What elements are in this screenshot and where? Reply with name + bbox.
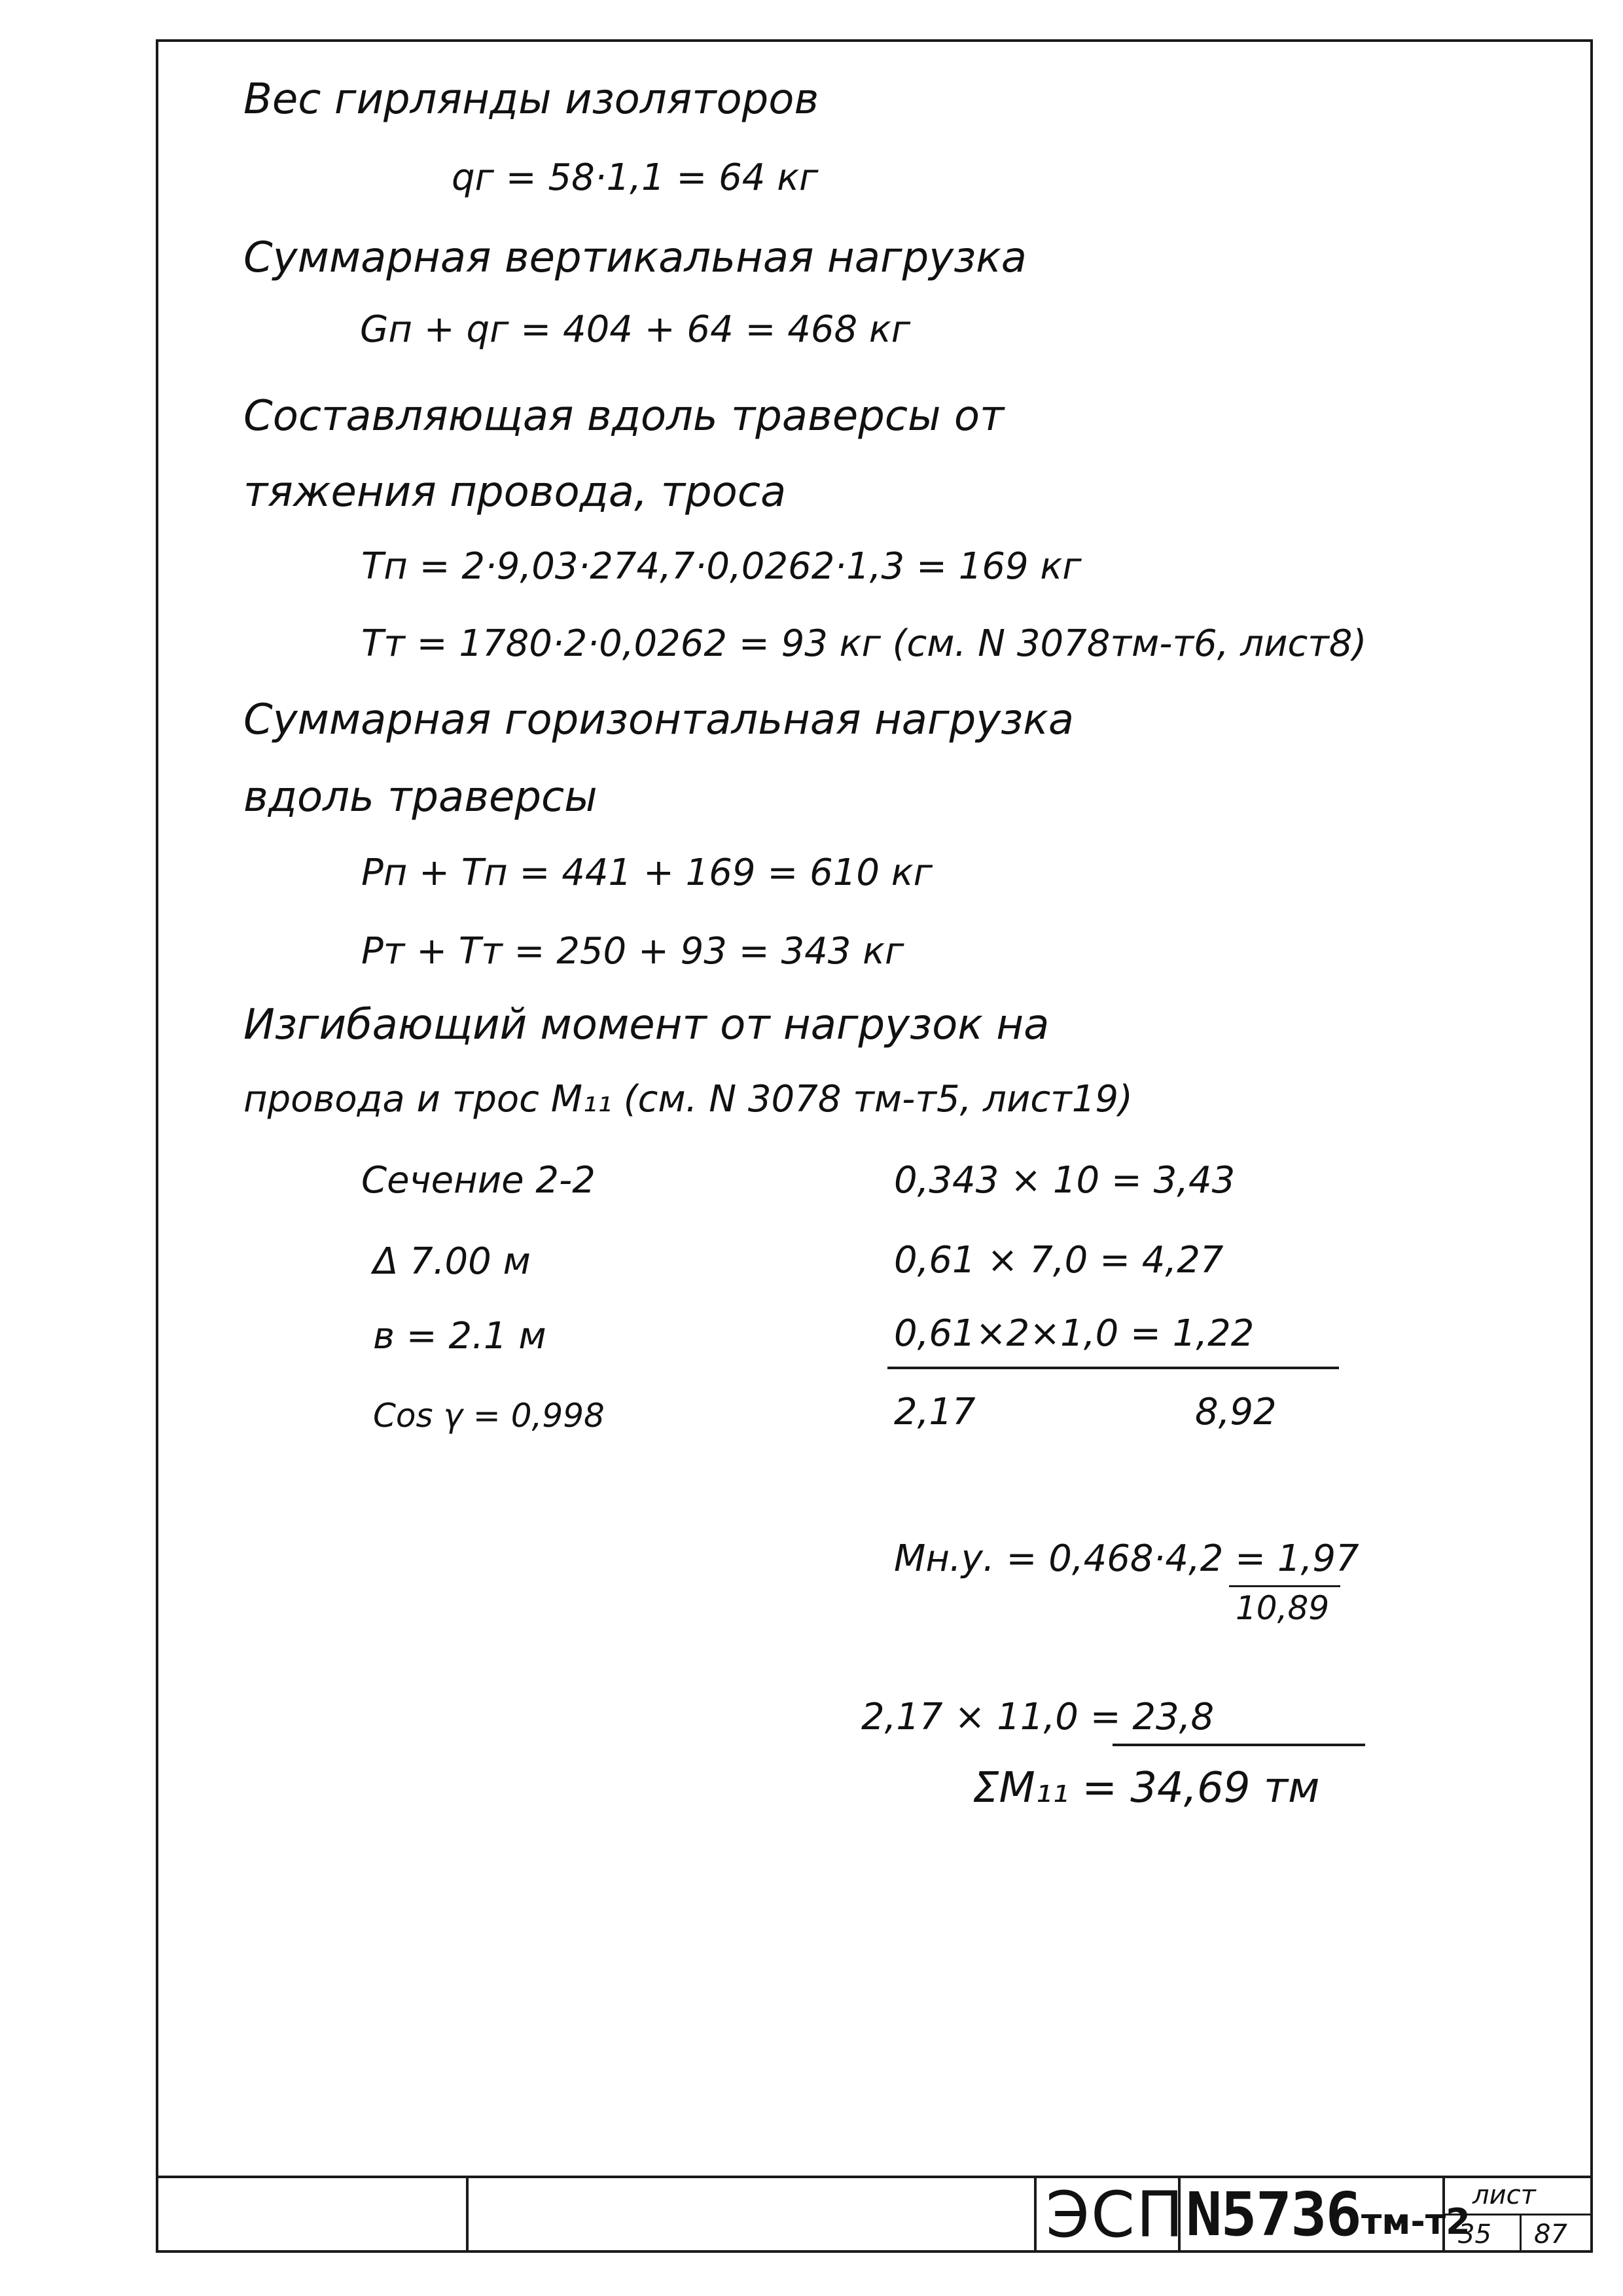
heading-bending-moment: Изгибающий момент от нагрузок на	[243, 1001, 1050, 1049]
heading-insulator-weight: Вес гирлянды изоляторов	[243, 75, 819, 124]
calc-moment-node: Mн.у. = 0,468·4,2 = 1,97	[894, 1537, 1359, 1580]
heading-horizontal-load: Суммарная горизонтальная нагрузка	[243, 696, 1075, 744]
formula-vertical-load: Gп + qг = 404 + 64 = 468 кг	[360, 308, 911, 351]
formula-horizontal-wire: Pп + Tп = 441 + 169 = 610 кг	[361, 852, 933, 894]
sheet-frame	[156, 39, 1593, 2253]
sheet-number: 35	[1458, 2219, 1491, 2250]
calc-row-4: 2,17 × 11,0 = 23,8	[861, 1696, 1215, 1738]
org-code: ЭСП	[1046, 2178, 1185, 2251]
calc-total-moment: ΣM₁₁ = 34,69 тм	[972, 1764, 1320, 1812]
calc-row-3: 0,61×2×1,0 = 1,22	[894, 1312, 1255, 1355]
sheets-total: 87	[1534, 2219, 1567, 2250]
calc-row-1: 0,343 × 10 = 3,43	[894, 1159, 1236, 1202]
label-b: в = 2.1 м	[373, 1315, 546, 1357]
calc-sum-right: 8,92	[1195, 1391, 1277, 1433]
sum-underline	[887, 1367, 1339, 1369]
label-delta: Δ 7.00 м	[373, 1240, 531, 1283]
formula-tension-cable: Tт = 1780·2·0,0262 = 93 кг (см. N 3078тм-т6, лист8)	[361, 622, 1367, 665]
label-section: Сечение 2-2	[361, 1159, 596, 1202]
sheet-label: лист	[1472, 2180, 1536, 2210]
label-cos: Cos γ = 0,998	[373, 1397, 605, 1435]
moment-underline	[1229, 1585, 1340, 1587]
formula-horizontal-cable: Pт + Tт = 250 + 93 = 343 кг	[361, 930, 904, 973]
heading-tension-wire-cable: тяжения провода, троса	[243, 468, 787, 516]
total-underline	[1113, 1744, 1365, 1746]
heading-vertical-load: Суммарная вертикальная нагрузка	[243, 234, 1027, 282]
heading-bending-moment-ref: провода и трос M₁₁ (см. N 3078 тм-т5, лист19)	[243, 1078, 1133, 1121]
calc-sum-left: 2,17	[894, 1391, 976, 1433]
document-code: N5736	[1186, 2179, 1361, 2250]
title-block	[156, 2176, 1593, 2253]
heading-component-along-traverse: Составляющая вдоль траверсы от	[243, 392, 1005, 440]
document-code-suffix: тм-т2	[1361, 2201, 1471, 2242]
formula-insulator-weight: qг = 58·1,1 = 64 кг	[452, 156, 819, 199]
calc-row-2: 0,61 × 7,0 = 4,27	[894, 1239, 1224, 1282]
calc-moment-sum: 10,89	[1236, 1589, 1330, 1627]
heading-along-traverse: вдоль траверсы	[243, 773, 597, 821]
formula-tension-wire: Tп = 2·9,03·274,7·0,0262·1,3 = 169 кг	[361, 545, 1082, 588]
